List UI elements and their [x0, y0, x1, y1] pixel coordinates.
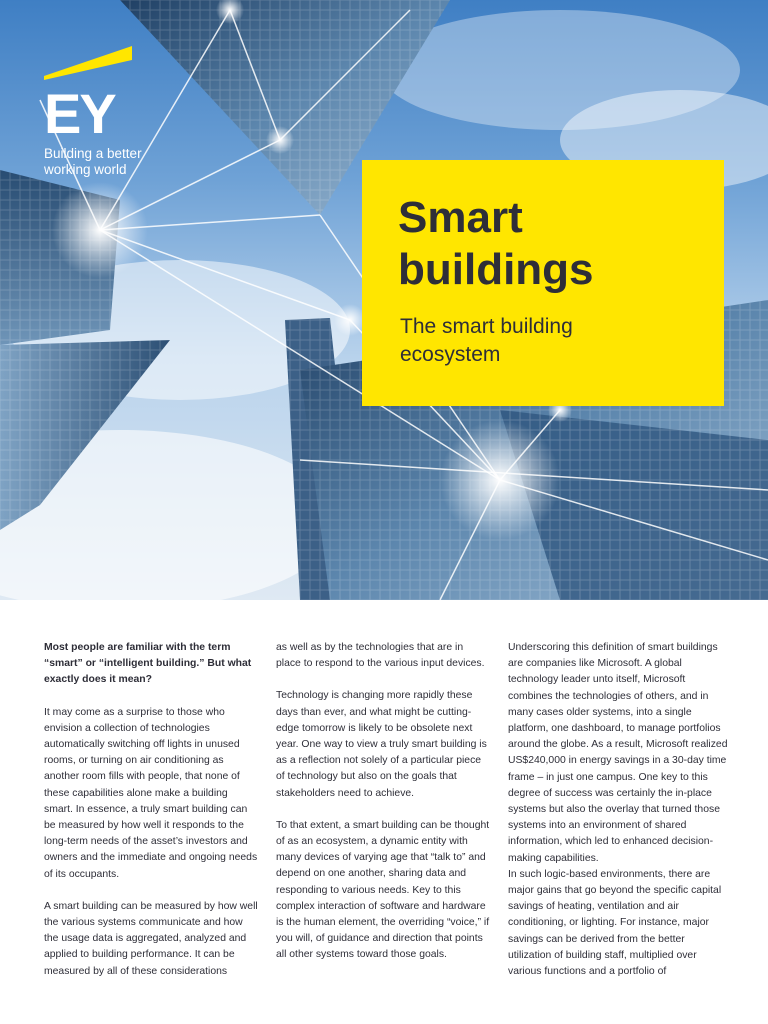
paragraph: To that extent, a smart building can be thought of as an ecosystem, a dynamic entity with many devices of varying age that “talk to” and depend on one another, sharing data and responding to various needs. Key to this complex interaction of software and hardware is the human element, the overriding “voice,” if you will, of guidance and direction that points all other systems toward those goals.	[276, 819, 490, 961]
text-column-2	[276, 640, 490, 964]
ey-logo	[44, 46, 184, 186]
tagline-line-1: Building a better	[44, 146, 142, 161]
page-subtitle	[400, 313, 700, 369]
ey-beam-icon	[44, 46, 134, 80]
paragraph: It may come as a surprise to those who envision a collection of technologies automatically switching off lights in unused rooms, or turning on air conditioning as another room fills with people, that none of these capabilities alone make a building smart. In essence, a truly smart building can be measured by how well it responds to the long-term needs of the asset’s investors and owners and the immediate and ongoing needs of its occupants.	[44, 706, 258, 880]
tagline-line-2: working world	[44, 162, 127, 177]
ey-logo-text: EY	[44, 82, 115, 145]
page-title	[398, 192, 708, 296]
title-line-2: buildings	[398, 245, 594, 294]
text-column-3	[508, 640, 730, 980]
paragraph: In such logic-based environments, there are major gains that go beyond the specific capital savings of heating, ventilation and air conditioning, or lighting. For instance, major savings can be derived from the better utilization of building staff, multiplied over various functions and a portfolio of	[508, 868, 722, 978]
paragraph: Underscoring this definition of smart buildings are companies like Microsoft. A global technology leader unto itself, Microsoft combines the technologies of others, and in many cases older systems, into a single platform, one dashboard, to manage portfolios around the globe. As a result, Microsoft realized US$240,000 in energy savings in a 30-day time frame – in just one campus. One key to this degree of success was certainly the in-place systems but also the overlay that turned those systems into an environment of shared information, which led to enhanced decision-making capabilities.	[508, 642, 728, 864]
text-column-1	[44, 640, 258, 980]
subtitle-line-1: The smart building	[400, 315, 573, 338]
ey-tagline	[44, 146, 204, 178]
paragraph: as well as by the technologies that are in place to respond to the various input devices.	[276, 642, 485, 670]
title-box	[362, 160, 724, 406]
intro-question: Most people are familiar with the term “smart” or “intelligent building.” But what exactly does it mean?	[44, 642, 252, 686]
subtitle-line-2: ecosystem	[400, 343, 501, 366]
title-line-1: Smart	[398, 193, 523, 242]
paragraph: A smart building can be measured by how well the various systems communicate and how the usage data is aggregated, analyzed and applied to building performance. It can be measured by all of these considerations	[44, 900, 258, 977]
paragraph: Technology is changing more rapidly these days than ever, and what might be cutting-edge tomorrow is likely to be obsolete next year. One way to view a truly smart building is as a reflection not solely of a particular piece of technology but also on the goals that stakeholders need to achieve.	[276, 690, 487, 799]
